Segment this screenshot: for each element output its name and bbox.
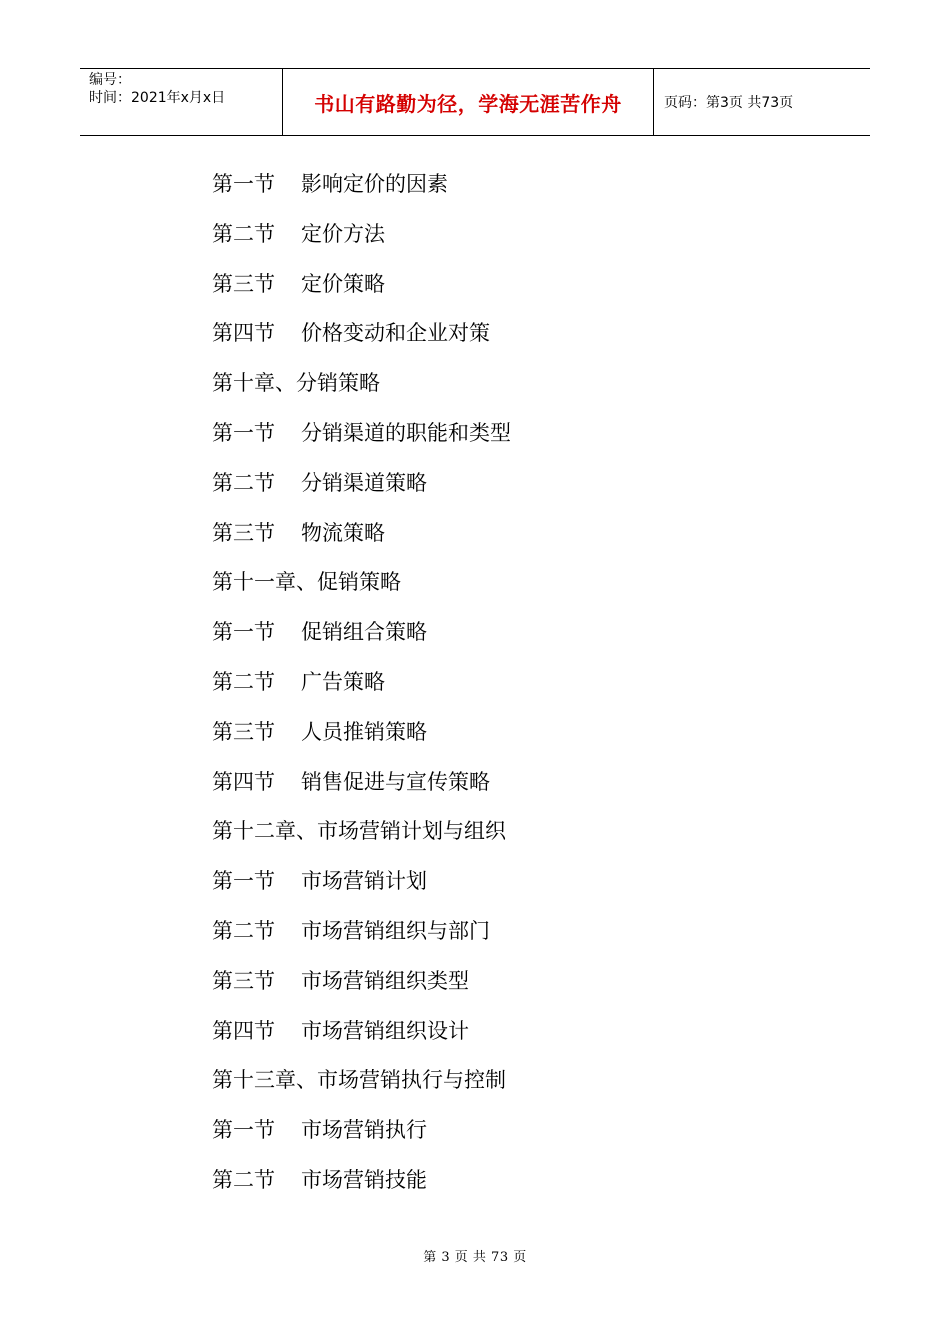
section-number: 第三节 [212, 719, 275, 744]
section-title: 销售促进与宣传策略 [301, 769, 490, 794]
section-number: 第四节 [212, 769, 275, 794]
toc-section [212, 1162, 511, 1212]
section-number: 第四节 [212, 321, 275, 346]
toc-section [212, 216, 511, 266]
toc-section [212, 266, 511, 316]
section-number: 第三节 [212, 968, 275, 993]
section-title: 分销渠道的职能和类型 [301, 420, 511, 445]
toc-section [212, 415, 511, 465]
chapter-title: 第十章、分销策略 [212, 371, 380, 396]
toc-section [212, 315, 511, 365]
section-number: 第二节 [212, 918, 275, 943]
toc-section [212, 166, 511, 216]
toc-chapter [212, 1062, 511, 1112]
section-number: 第一节 [212, 869, 275, 894]
toc-section [212, 1013, 511, 1063]
section-number: 第二节 [212, 470, 275, 495]
section-title: 物流策略 [301, 520, 385, 545]
section-number: 第四节 [212, 1018, 275, 1043]
toc-section [212, 913, 511, 963]
chapter-title: 第十三章、市场营销执行与控制 [212, 1068, 506, 1093]
toc-section [212, 515, 511, 565]
section-number: 第二节 [212, 221, 275, 246]
table-of-contents [212, 166, 511, 1212]
section-number: 第二节 [212, 1167, 275, 1192]
toc-section [212, 465, 511, 515]
header-meta [80, 69, 282, 135]
section-title: 市场营销组织与部门 [301, 918, 490, 943]
toc-section [212, 664, 511, 714]
toc-section [212, 714, 511, 764]
section-number: 第三节 [212, 520, 275, 545]
section-title: 人员推销策略 [301, 719, 427, 744]
time-label: 时间：2021年x月x日 [89, 90, 226, 106]
toc-section [212, 1112, 511, 1162]
section-title: 分销渠道策略 [301, 470, 427, 495]
section-number: 第三节 [212, 271, 275, 296]
chapter-title: 第十二章、市场营销计划与组织 [212, 819, 506, 844]
section-title: 影响定价的因素 [301, 172, 448, 196]
section-title: 广告策略 [301, 669, 385, 694]
section-title: 市场营销技能 [301, 1167, 427, 1192]
toc-section [212, 764, 511, 814]
chapter-title: 第十一章、促销策略 [212, 570, 401, 595]
toc-chapter [212, 365, 511, 415]
section-number: 第一节 [212, 620, 275, 645]
section-number: 第一节 [212, 420, 275, 445]
header-page-info: 页码：第3页 共73页 [664, 95, 794, 111]
toc-section [212, 963, 511, 1013]
page-header [80, 68, 870, 136]
section-title: 定价方法 [301, 221, 385, 246]
section-number: 第二节 [212, 669, 275, 694]
toc-section [212, 614, 511, 664]
section-title: 促销组合策略 [301, 620, 427, 645]
section-title: 市场营销执行 [301, 1118, 427, 1143]
section-title: 市场营销计划 [301, 869, 427, 894]
toc-section [212, 863, 511, 913]
section-title: 市场营销组织类型 [301, 968, 469, 993]
section-title: 价格变动和企业对策 [301, 321, 490, 346]
section-number: 第一节 [212, 172, 275, 196]
section-title: 市场营销组织设计 [301, 1018, 469, 1043]
toc-chapter [212, 564, 511, 614]
toc-chapter [212, 813, 511, 863]
page-footer: 第 3 页 共 73 页 [423, 1250, 527, 1265]
section-number: 第一节 [212, 1118, 275, 1143]
section-title: 定价策略 [301, 271, 385, 296]
header-motto: 书山有路勤为径，学海无涯苦作舟 [282, 69, 654, 135]
code-label: 编号： [89, 72, 131, 88]
